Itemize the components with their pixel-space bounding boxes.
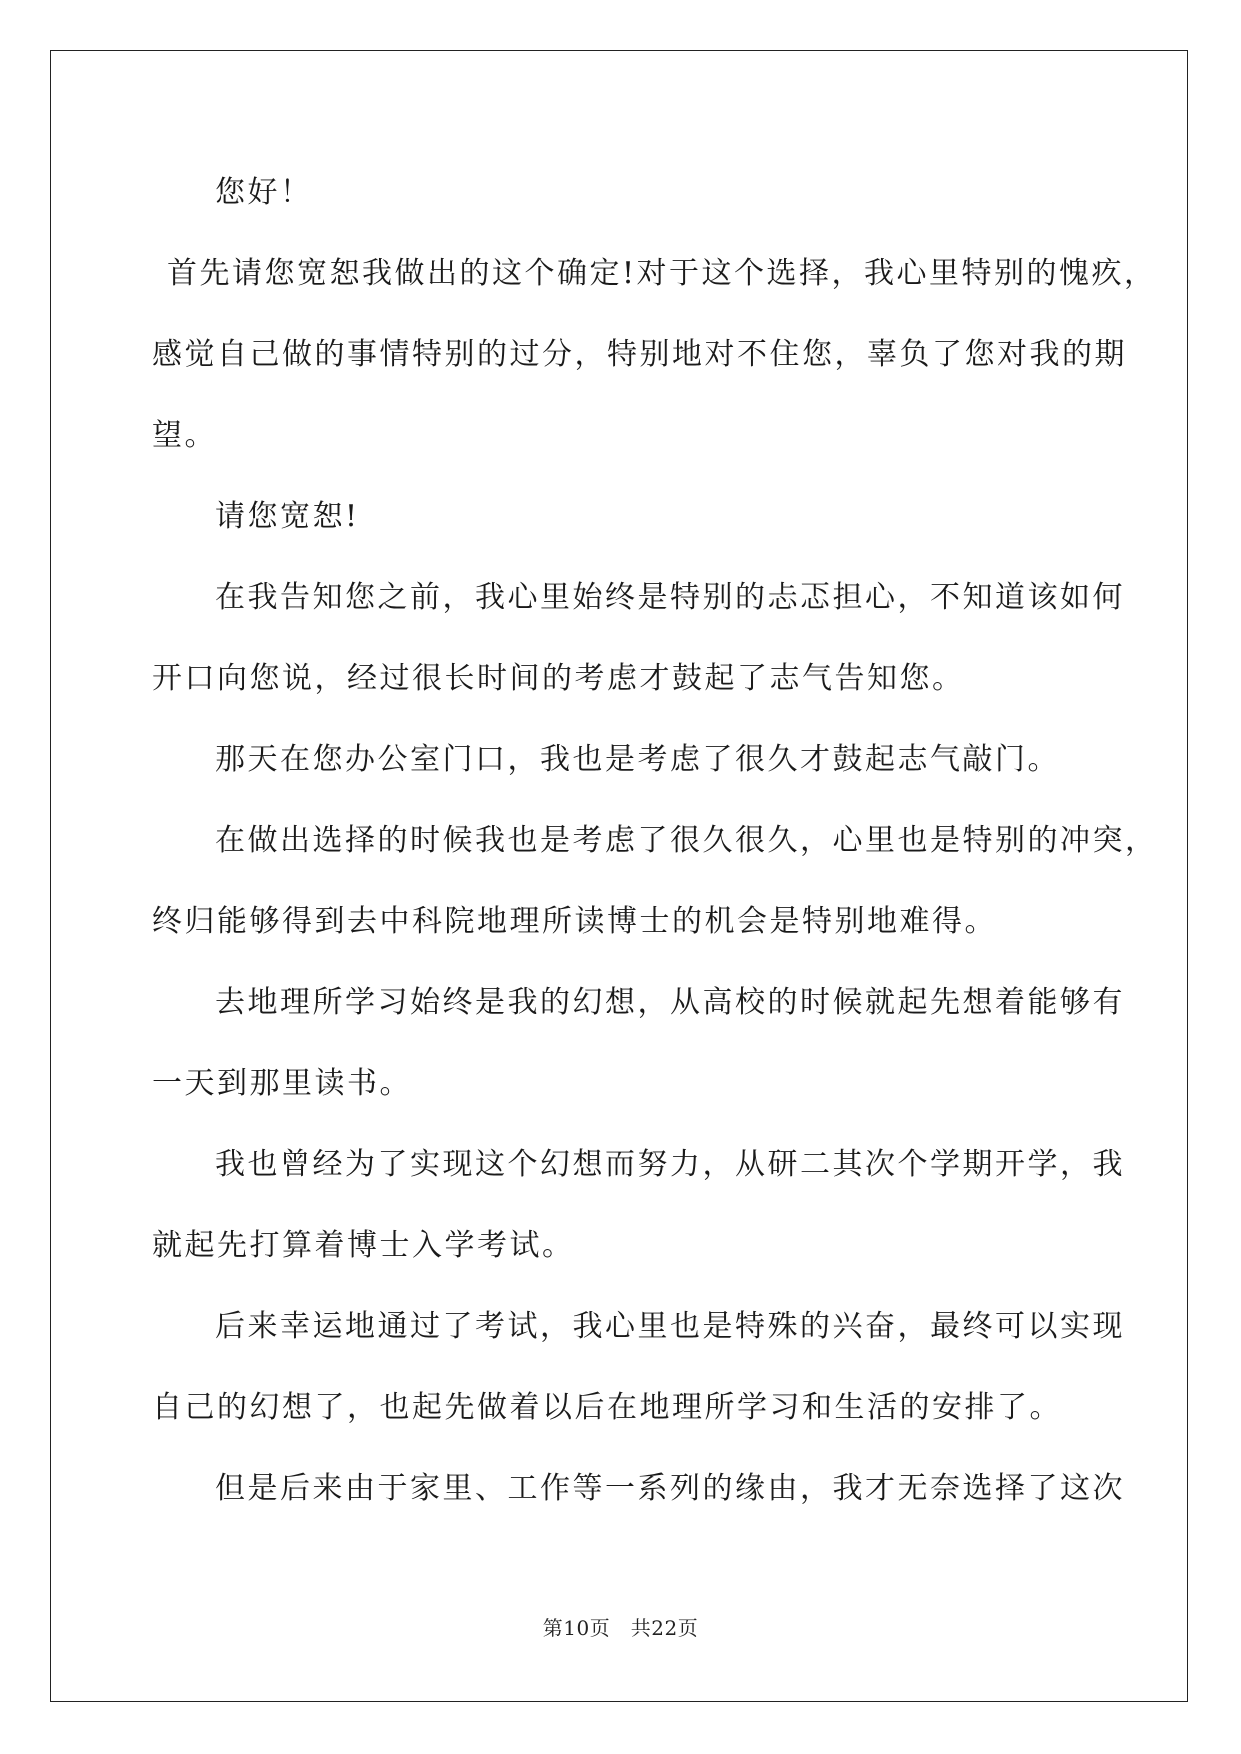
text-line: 终归能够得到去中科院地理所读博士的机会是特别地难得。 xyxy=(152,904,997,939)
document-body xyxy=(152,152,1158,1529)
text-line: 但是后来由于家里、工作等一系列的缘由，我才无奈选择了这次 xyxy=(215,1471,1125,1506)
text-line: 去地理所学习始终是我的幻想，从高校的时候就起先想着能够有 xyxy=(215,985,1125,1020)
text-line: 在我告知您之前，我心里始终是特别的忐忑担心，不知道该如何 xyxy=(215,580,1125,615)
text-line: 就起先打算着博士入学考试。 xyxy=(152,1228,575,1263)
text-line: 一天到那里读书。 xyxy=(152,1066,412,1101)
text-line: 首先请您宽恕我做出的这个确定!对于这个选择，我心里特别的愧疚， xyxy=(167,256,1157,291)
text-line: 请您宽恕! xyxy=(215,499,360,534)
text-line: 在做出选择的时候我也是考虑了很久很久，心里也是特别的冲突， xyxy=(215,823,1158,858)
text-line: 感觉自己做的事情特别的过分，特别地对不住您，辜负了您对我的期 xyxy=(152,337,1127,372)
text-line: 开口向您说，经过很长时间的考虑才鼓起了志气告知您。 xyxy=(152,661,965,696)
text-line: 我也曾经为了实现这个幻想而努力，从研二其次个学期开学，我 xyxy=(215,1147,1125,1182)
text-line: 那天在您办公室门口，我也是考虑了很久才鼓起志气敲门。 xyxy=(215,742,1060,777)
text-line: 自己的幻想了，也起先做着以后在地理所学习和生活的安排了。 xyxy=(152,1390,1062,1425)
text-line: 望。 xyxy=(152,418,217,453)
greeting-line: 您好！ xyxy=(215,175,313,210)
text-line: 后来幸运地通过了考试，我心里也是特殊的兴奋，最终可以实现 xyxy=(215,1309,1125,1344)
page-number-footer: 第10页 共22页 xyxy=(542,1616,699,1640)
